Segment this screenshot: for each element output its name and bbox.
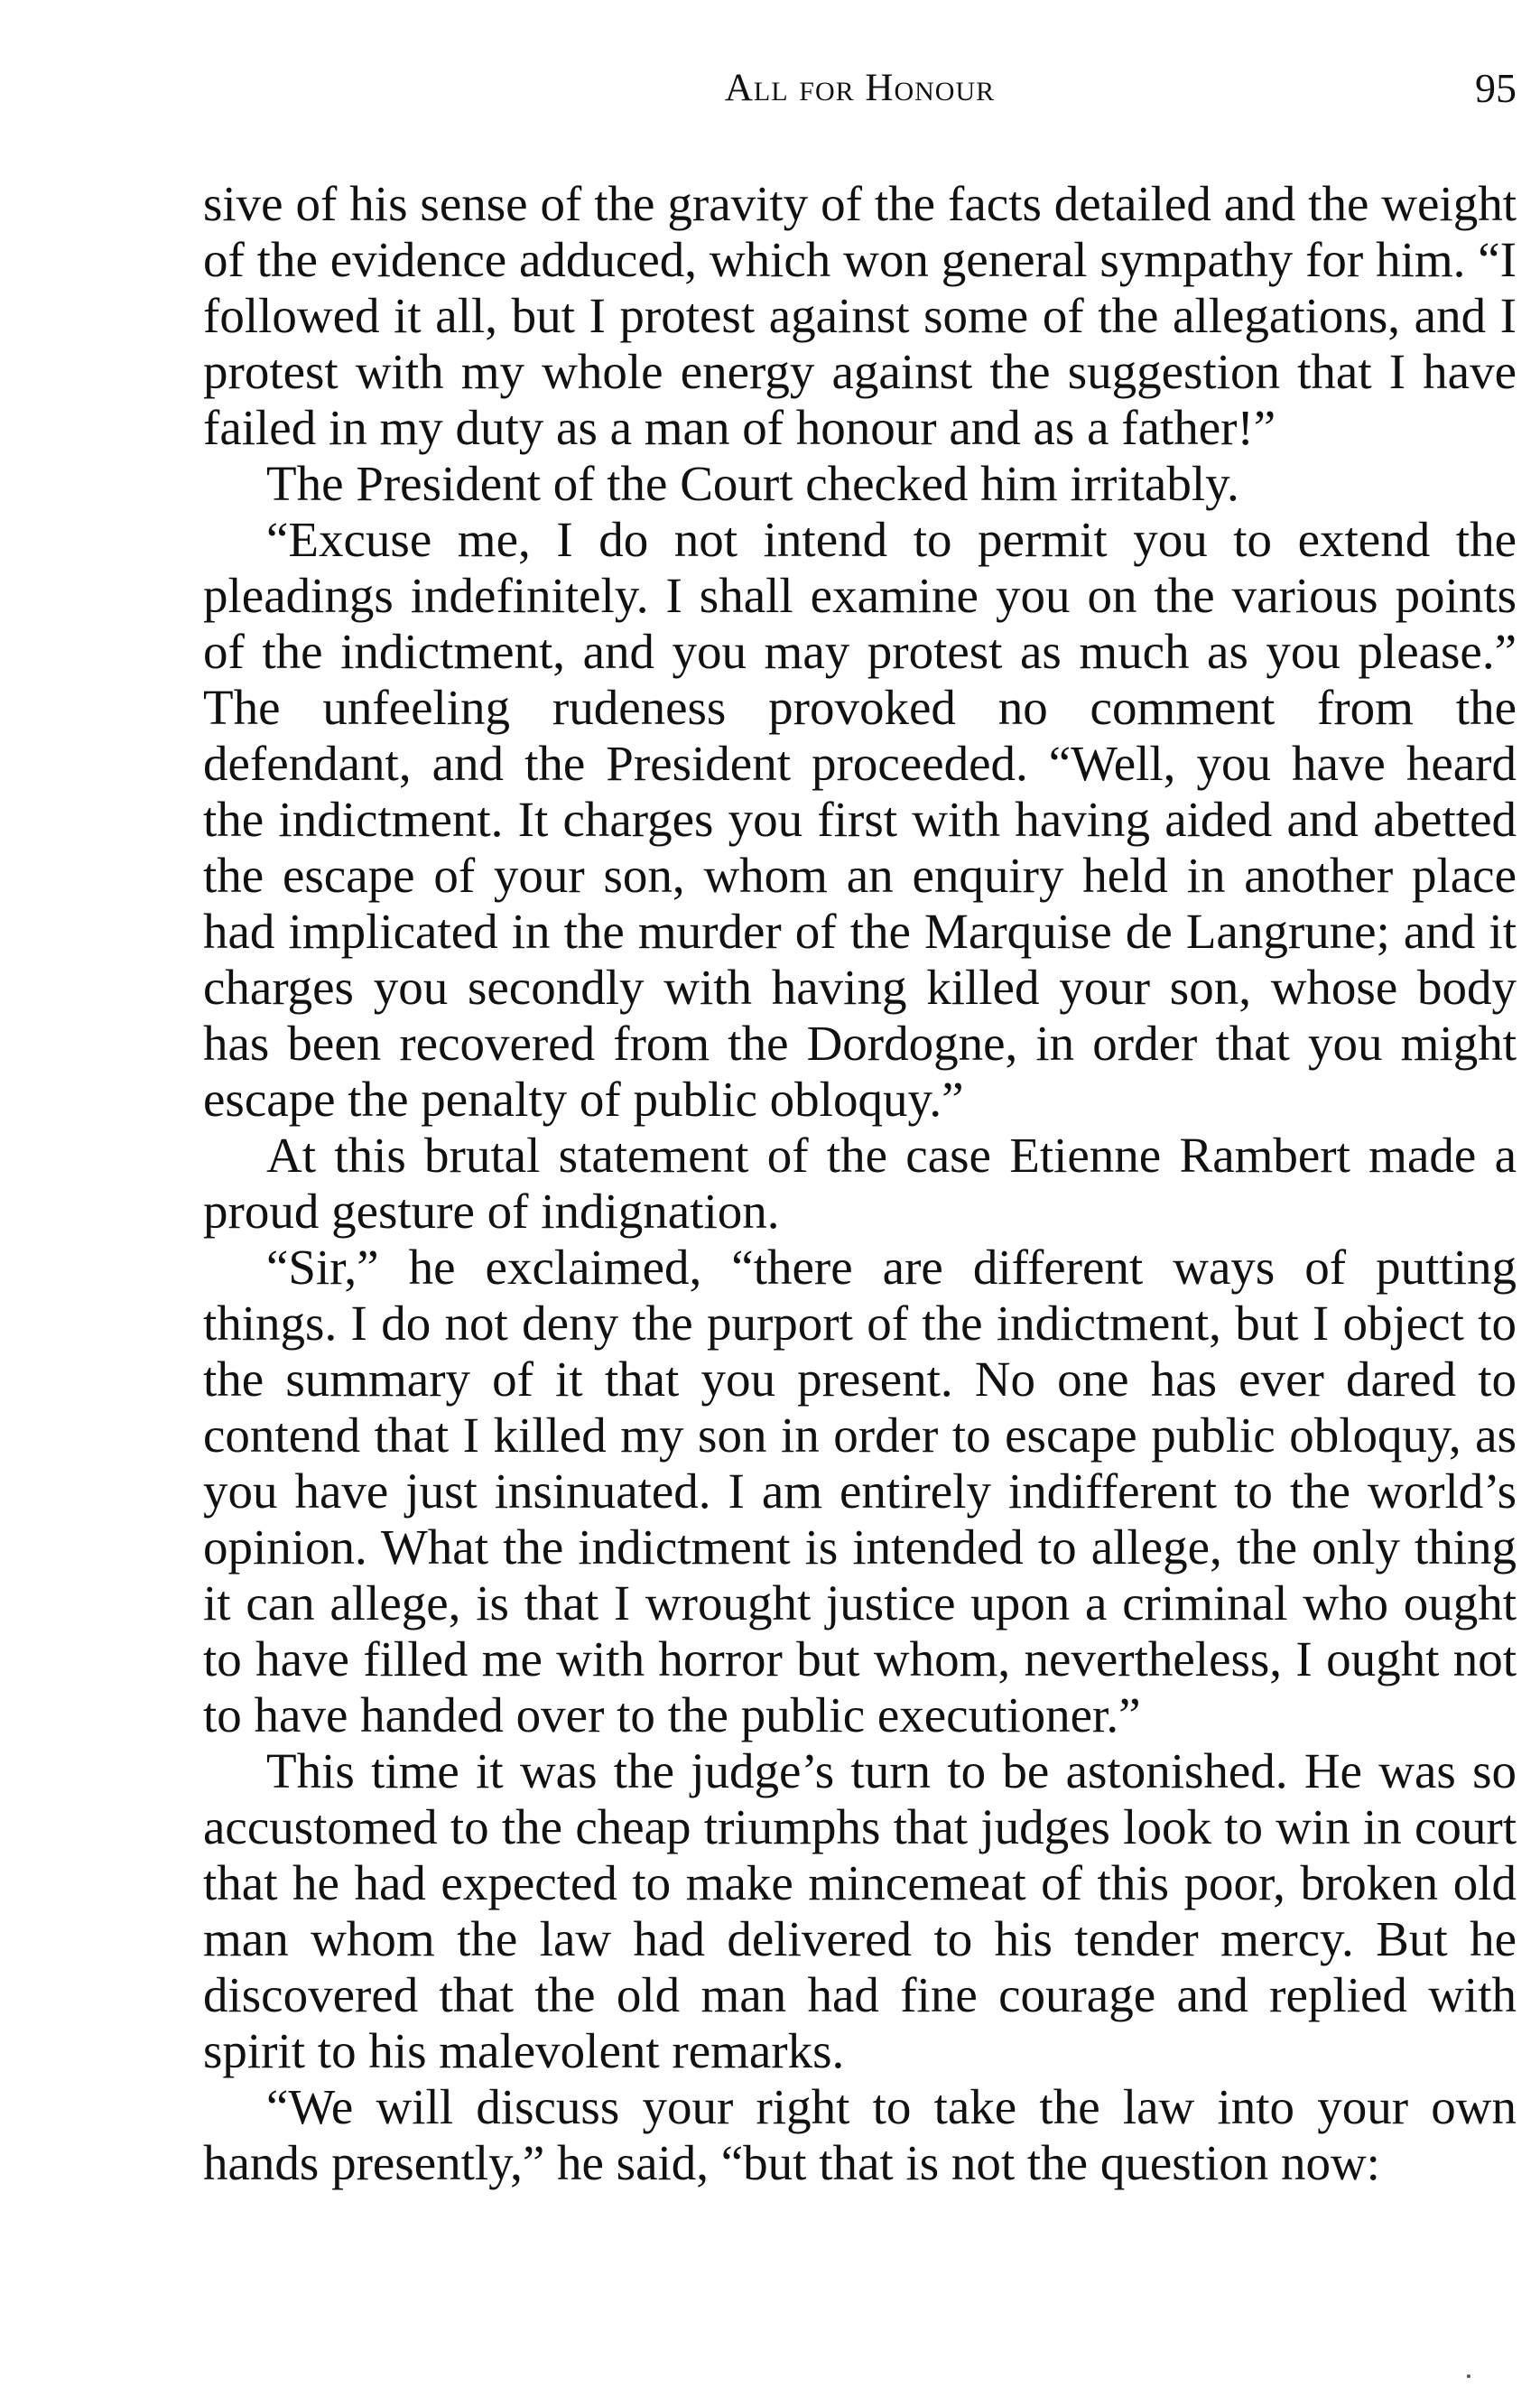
paragraph-continuation: sive of his sense of the gravity of the facts detailed and the weight of the evidence adduced, which won general sympathy for him. “I followed it all, but I protest against some of the allegations, and I protest with my whole energy against the suggestion that I have failed in my duty as a man of honour and as a father!”	[203, 176, 1517, 455]
body-text	[203, 176, 1517, 2191]
scan-speck	[1467, 2374, 1470, 2378]
running-title: All for Honour	[724, 67, 996, 109]
paragraph: The President of the Court checked him irritably.	[266, 456, 1239, 511]
page-number: 95	[1475, 65, 1517, 111]
paragraph: “Sir,” he exclaimed, “there are different ways of putting things. I do not deny the purport of the indictment, but I object to the summary of it that you present. No one has ever dared to contend that I killed my son in order to escape public obloquy, as you have just insinuated. I am entirely indifferent to the world’s opinion. What the indictment is intended to allege, the only thing it can allege, is that I wrought justice upon a criminal who ought to have filled me with horror but whom, nevertheless, I ought not to have handed over to the public executioner.”	[203, 1240, 1517, 1742]
running-head	[203, 61, 1517, 116]
paragraph: This time it was the judge’s turn to be astonished. He was so accustomed to the cheap triumphs that judges look to win in court that he had expected to make mincemeat of this poor, broken old man whom the law had delivered to his tender mercy. But he discovered that the old man had fine courage and replied with spirit to his malevolent remarks.	[203, 1743, 1517, 2078]
paragraph: “We will discuss your right to take the law into your own hands presently,” he said, “but that is not the question now:	[203, 2079, 1517, 2190]
paragraph: At this brutal statement of the case Etienne Rambert made a proud gesture of indignation.	[203, 1128, 1517, 1239]
paragraph: “Excuse me, I do not intend to permit you to extend the pleadings indefinitely. I shall examine you on the various points of the indictment, and you may protest as much as you please.” The unfeeling rudeness provoked no comment from the defendant, and the President proceeded. “Well, you have heard the indictment. It charges you first with having aided and abetted the escape of your son, whom an enquiry held in another place had implicated in the murder of the Marquise de Langrune; and it charges you secondly with having killed your son, whose body has been recovered from the Dordogne, in order that you might escape the penalty of public obloquy.”	[203, 512, 1517, 1127]
